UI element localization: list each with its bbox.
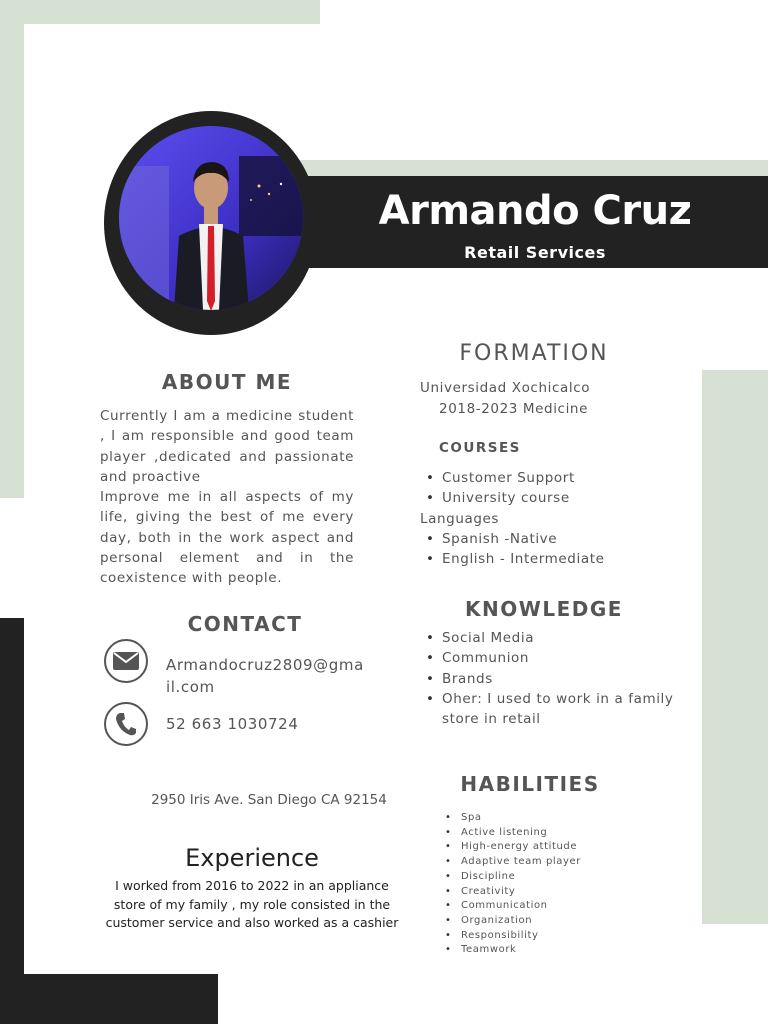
list-item: • Spanish -Native xyxy=(420,529,680,549)
experience-text: I worked from 2016 to 2022 in an appliance store of my family , my role consisted in the customer service and also worked as a cashier xyxy=(105,878,399,930)
languages-list xyxy=(420,529,680,570)
list-item: • Adaptive team player xyxy=(439,855,639,870)
person-role: Retail Services xyxy=(464,243,606,262)
decor-left-dark-band xyxy=(0,618,24,1024)
phone-icon xyxy=(104,702,148,746)
list-item: • Creativity xyxy=(439,885,639,900)
habilities-list xyxy=(439,811,639,958)
list-item: • Customer Support xyxy=(420,468,680,488)
list-item: • Responsibility xyxy=(439,929,639,944)
list-item: • Organization xyxy=(439,914,639,929)
decor-bottom-dark-band xyxy=(0,974,218,1024)
list-item: • High-energy attitude xyxy=(439,840,639,855)
envelope-icon xyxy=(104,639,148,683)
about-heading: ABOUT ME xyxy=(161,370,293,394)
list-item: • Communion xyxy=(420,648,682,668)
address: 2950 Iris Ave. San Diego CA 92154 xyxy=(151,792,387,808)
list-item: • Teamwork xyxy=(439,943,639,958)
list-item: • Spa xyxy=(439,811,639,826)
list-item: • Active listening xyxy=(439,826,639,841)
about-paragraph-1: Currently I am a medicine student , I am responsible and good team player ,dedicated and passionate and proactive xyxy=(100,408,354,485)
formation-school: Universidad Xochicalco xyxy=(420,380,591,396)
experience-heading: Experience xyxy=(185,844,319,872)
decor-right-band xyxy=(702,370,768,924)
decor-left-band xyxy=(0,0,24,498)
list-item: • Discipline xyxy=(439,870,639,885)
courses-list xyxy=(420,468,680,509)
list-item: • University course xyxy=(420,488,680,508)
phone-number[interactable]: 52 663 1030724 xyxy=(166,715,299,733)
habilities-heading: HABILITIES xyxy=(460,772,600,796)
email-line-2: il.com xyxy=(166,678,215,696)
list-item: • Brands xyxy=(420,669,682,689)
knowledge-list xyxy=(420,628,682,729)
list-item: • English - Intermediate xyxy=(420,549,680,569)
email-line-1: Armandocruz2809@gma xyxy=(166,656,364,674)
languages-label: Languages xyxy=(420,511,500,527)
profile-photo-illustration xyxy=(119,126,303,310)
person-name: Armando Cruz xyxy=(378,188,692,234)
courses-heading: COURSES xyxy=(439,440,521,456)
decor-top-left-band xyxy=(0,0,320,24)
email-address[interactable] xyxy=(166,654,366,698)
list-item: • Communication xyxy=(439,899,639,914)
formation-years: 2018-2023 Medicine xyxy=(439,401,588,417)
knowledge-heading: KNOWLEDGE xyxy=(465,597,623,621)
contact-heading: CONTACT xyxy=(187,612,303,636)
list-item: • Social Media xyxy=(420,628,682,648)
list-item: • Oher: I used to work in a family store in retail xyxy=(420,689,682,730)
profile-photo xyxy=(119,126,303,310)
about-paragraph-2: Improve me in all aspects of my life, giving the best of me every day, both in the work aspect and personal element and in the coexistence with people. xyxy=(100,489,354,587)
formation-heading: FORMATION xyxy=(459,341,609,366)
